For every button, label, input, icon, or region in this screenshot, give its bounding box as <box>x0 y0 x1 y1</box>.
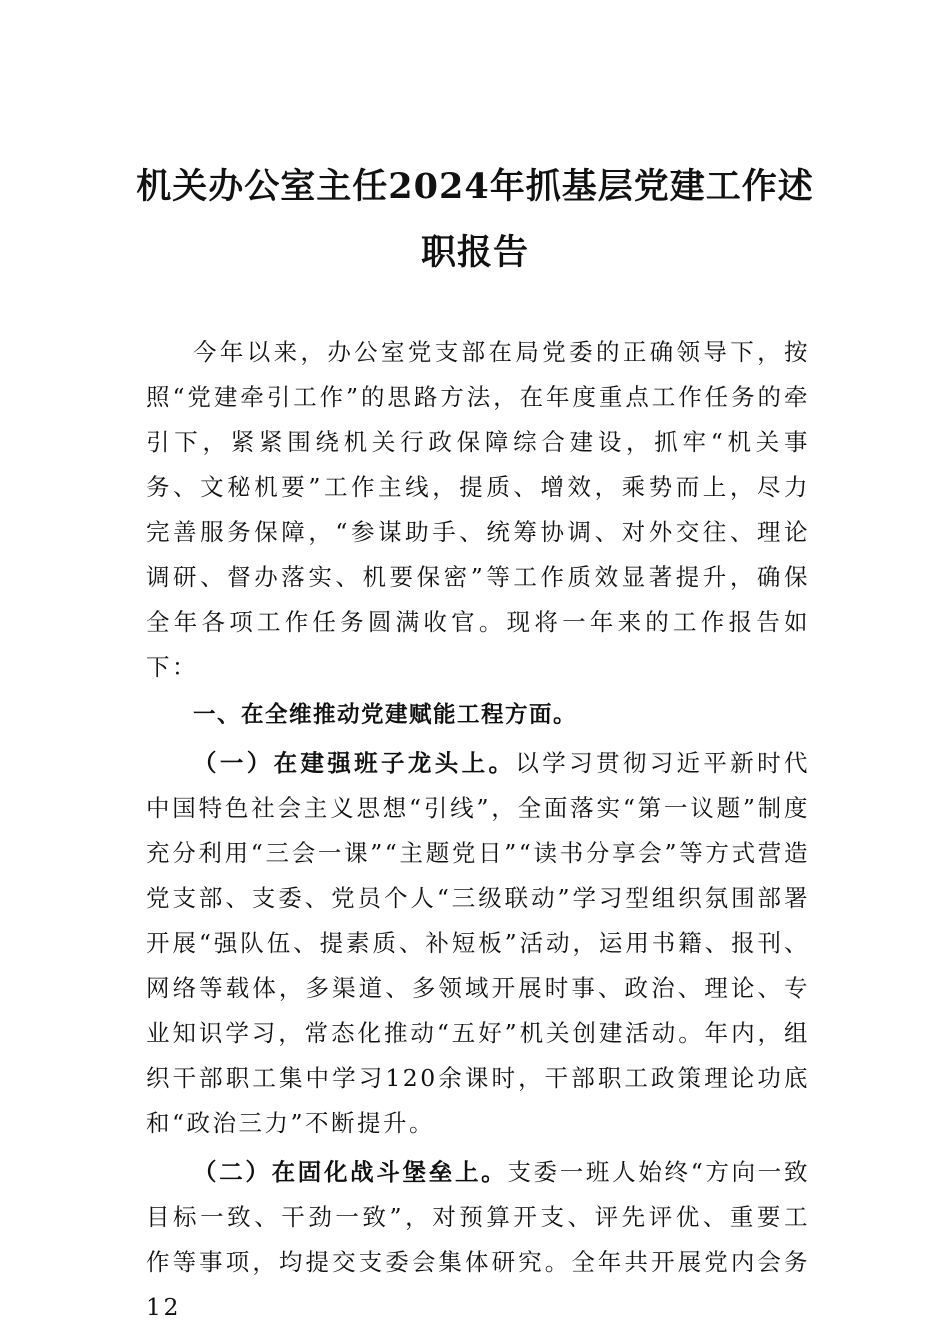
item-2-lead: （二）在固化战斗堡垒上。 <box>193 1158 508 1186</box>
intro-paragraph: 今年以来，办公室党支部在局党委的正确领导下，按照“党建牵引工作”的思路方法，在年度重点工作任务的牵引下，紧紧围绕机关行政保障综合建设，抓牢“机关事务、文秘机要”工作主线，提质、增效，乘势而上，尽力完善服务保障，“参谋助手、统筹协调、对外交往、理论调研、督办落实、机要保密”等工作质效显著提升，确保全年各项工作任务圆满收官。现将一年来的工作报告如下： <box>146 338 810 681</box>
item-2-body: 支委一班人始终“方向一致目标一致、干劲一致”，对预算开支、评先评优、重要工作等事项，均提交支委会集体研究。全年共开展党内会务12 <box>146 1158 811 1321</box>
item-1-paragraph <box>146 741 810 1146</box>
item-2-paragraph <box>146 1150 810 1330</box>
item-1-body: 以学习贯彻习近平新时代中国特色社会主义思想“引线”，全面落实“第一议题”制度充分利用“三会一课”“主题党日”“读书分享会”等方式营造党支部、支委、党员个人“三级联动”学习型组织氛围部署开展“强队伍、提素质、补短板”活动，运用书籍、报刊、网络等载体，多渠道、多领域开展时事、政治、理论、专业知识学习，常态化推动“五好”机关创建活动。年内，组织干部职工集中学习120余课时，干部职工政策理论功底和“政治三力”不断提升。 <box>146 749 811 1137</box>
document-title-line-2: 职报告 <box>420 232 529 273</box>
item-1-lead: （一）在建强班子龙头上。 <box>193 749 516 777</box>
document-title-line-1: 机关办公室主任2024年抓基层党建工作述 <box>136 166 814 207</box>
section-1-heading: 一、在全维推动党建赋能工程方面。 <box>193 702 578 728</box>
document-body <box>146 330 810 1330</box>
